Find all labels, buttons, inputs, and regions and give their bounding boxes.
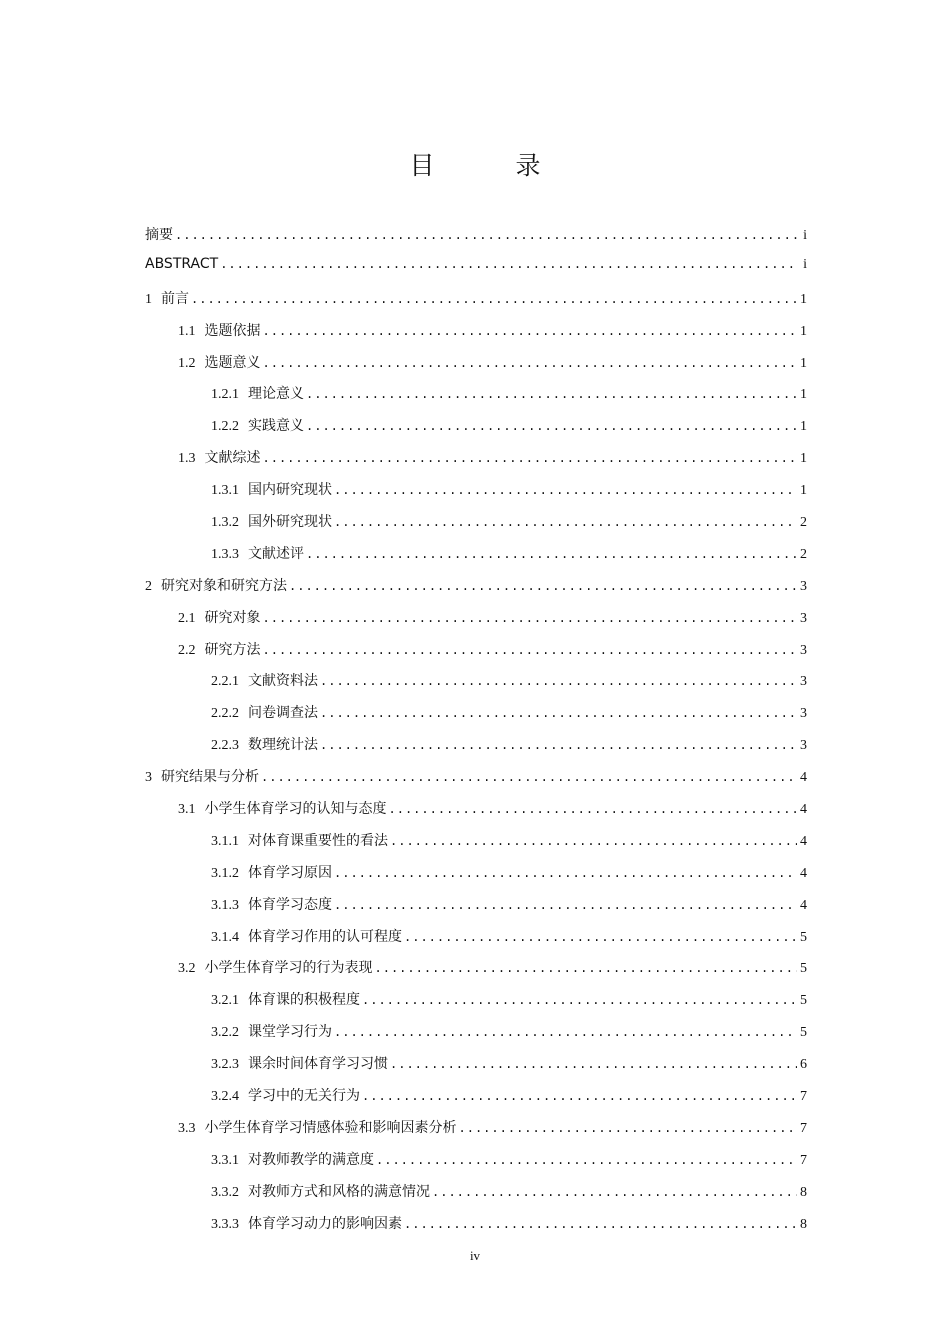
toc-entry-number: 2.2.1: [211, 674, 239, 690]
toc-entry[interactable]: [145, 383, 807, 415]
toc-entry-page: 8: [800, 1184, 807, 1200]
toc-entry[interactable]: [145, 1149, 807, 1181]
toc-entry-label: 国内研究现状: [248, 482, 332, 499]
toc-entry-page: i: [803, 256, 807, 272]
toc-entry-number: 3.1: [178, 802, 196, 818]
toc-entry-label: 研究对象: [204, 609, 261, 626]
toc-entry[interactable]: [145, 957, 807, 989]
toc-leader-dots: [263, 611, 798, 625]
toc-leader-dots: [261, 770, 797, 784]
toc-leader-dots: [404, 930, 797, 944]
toc-entry[interactable]: [145, 734, 807, 766]
toc-entry-number: 1.2.2: [211, 419, 239, 435]
toc-entry-number: 2.2: [178, 642, 196, 658]
toc-leader-dots: [334, 483, 797, 497]
toc-entry-number: 2: [145, 578, 152, 594]
toc-leader-dots: [390, 834, 797, 848]
toc-entry[interactable]: [145, 830, 807, 862]
toc-entry[interactable]: [145, 639, 807, 671]
toc-entry-label: 体育课的积极程度: [248, 992, 360, 1009]
toc-entry-page: 5: [800, 1025, 807, 1041]
toc-leader-dots: [175, 228, 797, 242]
toc-entry-label: 国外研究现状: [248, 514, 332, 531]
toc-entry-number: 3.3.3: [211, 1216, 239, 1232]
toc-entry-number: 3.1.1: [211, 833, 239, 849]
toc-entry-page: 3: [800, 642, 807, 658]
toc-entry-page: 1: [800, 451, 807, 467]
toc-entry[interactable]: [145, 989, 807, 1021]
toc-entry-number: 1.3.1: [211, 483, 239, 499]
toc-entry-label: 体育学习态度: [248, 896, 332, 913]
toc-entry-page: 7: [800, 1089, 807, 1105]
toc-entry-page: 4: [800, 865, 807, 881]
toc-entry[interactable]: [145, 862, 807, 894]
toc-leader-dots: [263, 356, 798, 370]
toc-leader-dots: [289, 579, 797, 593]
toc-leader-dots: [376, 1153, 797, 1167]
toc-entry-label: 课余时间体育学习习惯: [248, 1056, 388, 1073]
toc-entry-label: 理论意义: [248, 386, 304, 403]
toc-entry-number: 1.2: [178, 355, 196, 371]
toc-entry-number: 1.1: [178, 323, 196, 339]
toc-entry[interactable]: [145, 1117, 807, 1149]
toc-entry[interactable]: [145, 575, 807, 607]
toc-entry-page: 7: [800, 1152, 807, 1168]
toc-entry[interactable]: [145, 288, 807, 320]
toc-entry-page: 6: [800, 1057, 807, 1073]
toc-entry-label: 体育学习原因: [248, 864, 332, 881]
page-number: iv: [469, 1248, 481, 1263]
toc-entry-page: 7: [800, 1120, 807, 1136]
toc-leader-dots: [375, 961, 798, 975]
toc-leader-dots: [404, 1217, 797, 1231]
toc-entry-page: 3: [800, 578, 807, 594]
toc-leader-dots: [191, 292, 797, 306]
toc-leader-dots: [334, 515, 797, 529]
toc-entry-label: 选题意义: [204, 354, 261, 371]
toc-entry-label: 小学生体育学习的行为表现: [204, 960, 373, 977]
toc-entry-label: 问卷调查法: [248, 705, 318, 722]
toc-entry-page: i: [803, 228, 807, 243]
toc-leader-dots: [220, 257, 797, 271]
toc-entry[interactable]: [145, 766, 807, 798]
toc-entry-label: 对教师教学的满意度: [248, 1151, 374, 1168]
toc-leader-dots: [306, 387, 797, 401]
toc-entry-label: 文献资料法: [248, 673, 318, 690]
toc-entry-page: 4: [800, 770, 807, 786]
toc-leader-dots: [334, 866, 797, 880]
toc-entry-label: ABSTRACT: [145, 255, 219, 272]
toc-leader-dots: [459, 1121, 798, 1135]
toc-entry[interactable]: [145, 607, 807, 639]
toc-entry-page: 5: [800, 929, 807, 945]
toc-entry-page: 3: [800, 674, 807, 690]
toc-entry[interactable]: [145, 320, 807, 352]
toc-entry-number: 3.3.1: [211, 1152, 239, 1168]
toc-leader-dots: [263, 643, 798, 657]
toc-entry-label: 学习中的无关行为: [248, 1088, 360, 1105]
toc-entry[interactable]: [145, 1021, 807, 1053]
toc-entry-label: 研究方法: [204, 641, 261, 658]
toc-entry-label: 小学生体育学习的认知与态度: [204, 801, 387, 818]
toc-entry-label: 选题依据: [204, 322, 261, 339]
toc-entry-label: 文献综述: [204, 450, 261, 467]
toc-entry[interactable]: [145, 1213, 807, 1245]
toc-leader-dots: [320, 706, 797, 720]
toc-entry-page: 4: [800, 802, 807, 818]
toc-entry-label: 摘要: [145, 227, 173, 243]
toc-entry[interactable]: [145, 415, 807, 447]
toc-entry-page: 5: [800, 993, 807, 1009]
toc-entry-label: 数理统计法: [248, 737, 318, 754]
toc-entry-page: 1: [800, 483, 807, 499]
toc-leader-dots: [432, 1185, 797, 1199]
toc-entry[interactable]: [145, 543, 807, 575]
toc-entry[interactable]: [145, 798, 807, 830]
toc-entry[interactable]: [145, 1085, 807, 1117]
toc-leader-dots: [390, 1057, 797, 1071]
toc-entry-number: 3.1.4: [211, 929, 239, 945]
toc-entry-number: 3.2.4: [211, 1089, 239, 1105]
toc-entry-page: 4: [800, 897, 807, 913]
toc-entry-page: 1: [800, 355, 807, 371]
toc-entry-page: 2: [800, 546, 807, 562]
toc-entry-number: 3: [145, 770, 152, 786]
toc-entry[interactable]: [145, 1181, 807, 1213]
toc-leader-dots: [263, 451, 798, 465]
toc-entry-number: 3.1.2: [211, 865, 239, 881]
toc-entry[interactable]: [145, 894, 807, 926]
toc-leader-dots: [362, 993, 797, 1007]
toc-entry-label: 体育学习动力的影响因素: [248, 1215, 402, 1232]
toc-leader-dots: [306, 547, 797, 561]
toc-leader-dots: [263, 324, 798, 338]
toc-entry[interactable]: [145, 224, 807, 256]
toc-entry-number: 3.3.2: [211, 1184, 239, 1200]
toc-entry-label: 对教师方式和风格的满意情况: [248, 1183, 430, 1200]
toc-entry-number: 3.3: [178, 1120, 196, 1136]
toc-entry[interactable]: [145, 670, 807, 702]
toc-entry-number: 1.3.2: [211, 515, 239, 531]
toc-leader-dots: [334, 898, 797, 912]
toc-entry-number: 3.2: [178, 961, 196, 977]
toc-entry-page: 2: [800, 515, 807, 531]
toc-entry-page: 4: [800, 833, 807, 849]
toc-entry-page: 1: [800, 291, 807, 307]
toc-entry[interactable]: [145, 1053, 807, 1085]
toc-leader-dots: [306, 419, 797, 433]
toc-entry-number: 2.2.2: [211, 706, 239, 722]
toc-leader-dots: [320, 674, 797, 688]
toc-entry[interactable]: [145, 256, 807, 288]
toc-leader-dots: [334, 1025, 797, 1039]
toc-entry-number: 1.2.1: [211, 387, 239, 403]
toc-entry-label: 体育学习作用的认可程度: [248, 928, 402, 945]
toc-entry-label: 前言: [161, 290, 189, 307]
toc-entry-number: 3.2.2: [211, 1025, 239, 1041]
toc-entry-label: 文献述评: [248, 545, 304, 562]
toc-leader-dots: [389, 802, 798, 816]
toc-entry[interactable]: [145, 702, 807, 734]
toc-entry-label: 研究对象和研究方法: [161, 577, 287, 594]
toc-entry-page: 3: [800, 738, 807, 754]
table-of-contents: [145, 224, 807, 1245]
toc-entry-page: 3: [800, 706, 807, 722]
toc-entry-page: 1: [800, 419, 807, 435]
toc-entry-number: 1.3: [178, 451, 196, 467]
toc-entry-page: 3: [800, 610, 807, 626]
toc-entry-label: 对体育课重要性的看法: [248, 832, 388, 849]
toc-entry-number: 1.3.3: [211, 546, 239, 562]
toc-entry-number: 1: [145, 291, 152, 307]
toc-entry-number: 2.1: [178, 610, 196, 626]
toc-entry[interactable]: [145, 926, 807, 958]
toc-entry[interactable]: [145, 352, 807, 384]
toc-entry-number: 2.2.3: [211, 738, 239, 754]
toc-entry-label: 小学生体育学习情感体验和影响因素分析: [204, 1119, 457, 1136]
toc-entry-number: 3.1.3: [211, 897, 239, 913]
page-title: 目 录: [409, 151, 569, 180]
toc-entry-page: 5: [800, 961, 807, 977]
toc-entry[interactable]: [145, 447, 807, 479]
toc-leader-dots: [320, 738, 797, 752]
toc-entry-label: 研究结果与分析: [161, 769, 259, 786]
toc-entry-page: 1: [800, 323, 807, 339]
toc-entry[interactable]: [145, 511, 807, 543]
toc-entry[interactable]: [145, 479, 807, 511]
toc-entry-label: 实践意义: [248, 418, 304, 435]
toc-leader-dots: [362, 1089, 797, 1103]
toc-entry-number: 3.2.1: [211, 993, 239, 1009]
toc-entry-number: 3.2.3: [211, 1057, 239, 1073]
toc-entry-page: 1: [800, 387, 807, 403]
toc-entry-page: 8: [800, 1216, 807, 1232]
toc-entry-label: 课堂学习行为: [248, 1024, 332, 1041]
